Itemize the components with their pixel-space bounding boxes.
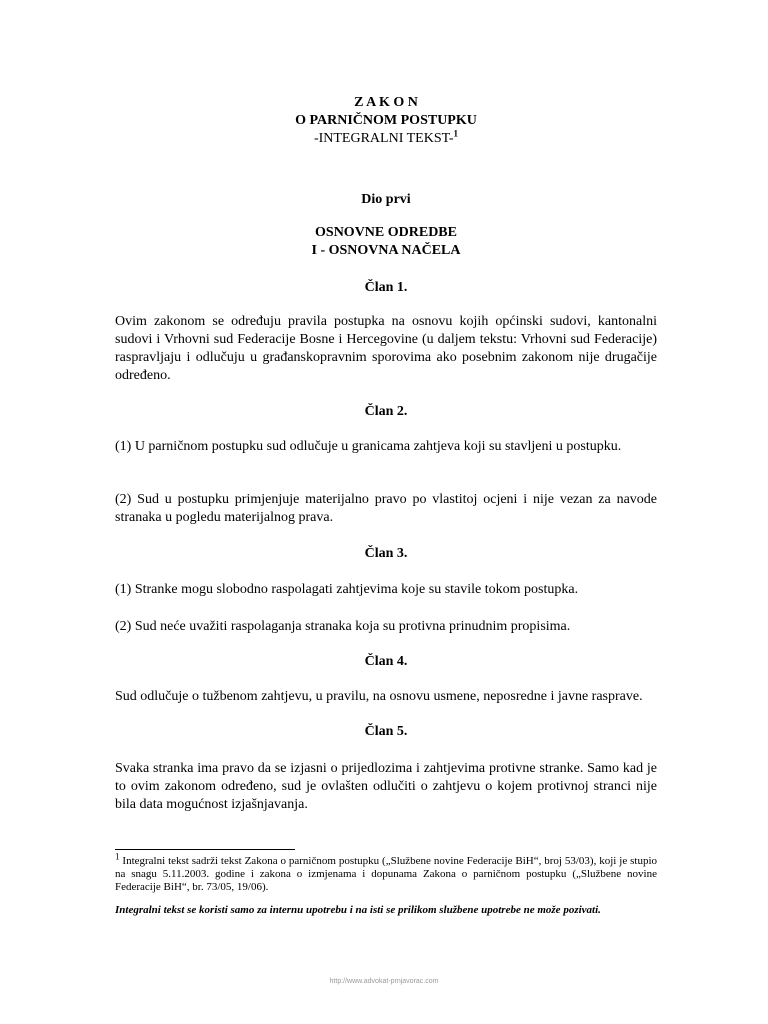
footnote-number: 1: [115, 851, 120, 862]
part-heading: Dio prvi: [361, 192, 411, 207]
footnote-divider: [115, 849, 295, 850]
article-2-paragraph-2: (2) Sud u postupku primjenjuje materijalno pravo po vlastitoj ocjeni i nije vezan za navode stranaka u pogledu materijalnog prava.: [115, 492, 657, 525]
law-title: Z A K O N: [354, 95, 418, 110]
footnote-body: Integralni tekst sadrži tekst Zakona o parničnom postupku („Službene novine Federacije BiH“, broj 53/03), koji je stupio na snagu 5.11.2003. godine i zakona o izmjenama i dopunama Zakona o parničnom postupku („Službene novine Federacije BiH“, br. 73/05, 19/06).: [115, 855, 657, 893]
article-3-paragraph-1: (1) Stranke mogu slobodno raspolagati zahtjevima koje su stavile tokom postupka.: [115, 582, 579, 597]
article-5-paragraph: Svaka stranka ima pravo da se izjasni o prijedlozima i zahtjevima protivne stranke. Samo kad je to ovim zakonom određeno, sud je ovlašten odlučiti o zahtjevu o kojem protivnoj stranci nije bila data mogućnost izjašnjavanja.: [115, 761, 657, 812]
article-2-paragraph-1: (1) U parničnom postupku sud odlučuje u granicama zahtjeva koji su stavljeni u postupku.: [115, 439, 622, 454]
footer-url: http://www.advokat-prnjavorac.com: [329, 978, 439, 985]
article-4-heading: Član 4.: [364, 654, 408, 669]
integral-text-label: [115, 128, 657, 147]
article-1-paragraph: Ovim zakonom se određuju pravila postupka na osnovu kojih općinski sudovi, kantonalni sudovi i Vrhovni sud Federacije Bosne i Hercegovine (u daljem tekstu: Vrhovni sud Federacije) raspravljaju i odlučuju u građanskopravnim sporovima ako posebnim zakonom nije drugačije određeno.: [115, 314, 657, 383]
integral-text: -INTEGRALNI TEKST-: [313, 131, 454, 146]
article-3-paragraph-2: (2) Sud neće uvažiti raspolaganja stranaka koja su protivna prinudnim propisima.: [115, 619, 571, 634]
article-1-heading: Član 1.: [364, 280, 408, 295]
chapter-heading-2: I - OSNOVNA NAČELA: [311, 243, 461, 258]
article-4-paragraph: Sud odlučuje o tužbenom zahtjevu, u pravilu, na osnovu usmene, neposredne i javne rasprave.: [115, 689, 643, 704]
law-subtitle: O PARNIČNOM POSTUPKU: [295, 113, 477, 128]
article-3-heading: Član 3.: [364, 546, 408, 561]
footnote-notice: Integralni tekst se koristi samo za internu upotrebu i na isti se prilikom službene upotrebe ne može pozivati.: [115, 904, 601, 916]
footnote-text: [115, 851, 657, 894]
article-5-heading: Član 5.: [364, 724, 408, 739]
footnote-ref: 1: [453, 128, 459, 139]
chapter-heading-1: OSNOVNE ODREDBE: [315, 225, 457, 240]
article-2-heading: Član 2.: [364, 404, 408, 419]
